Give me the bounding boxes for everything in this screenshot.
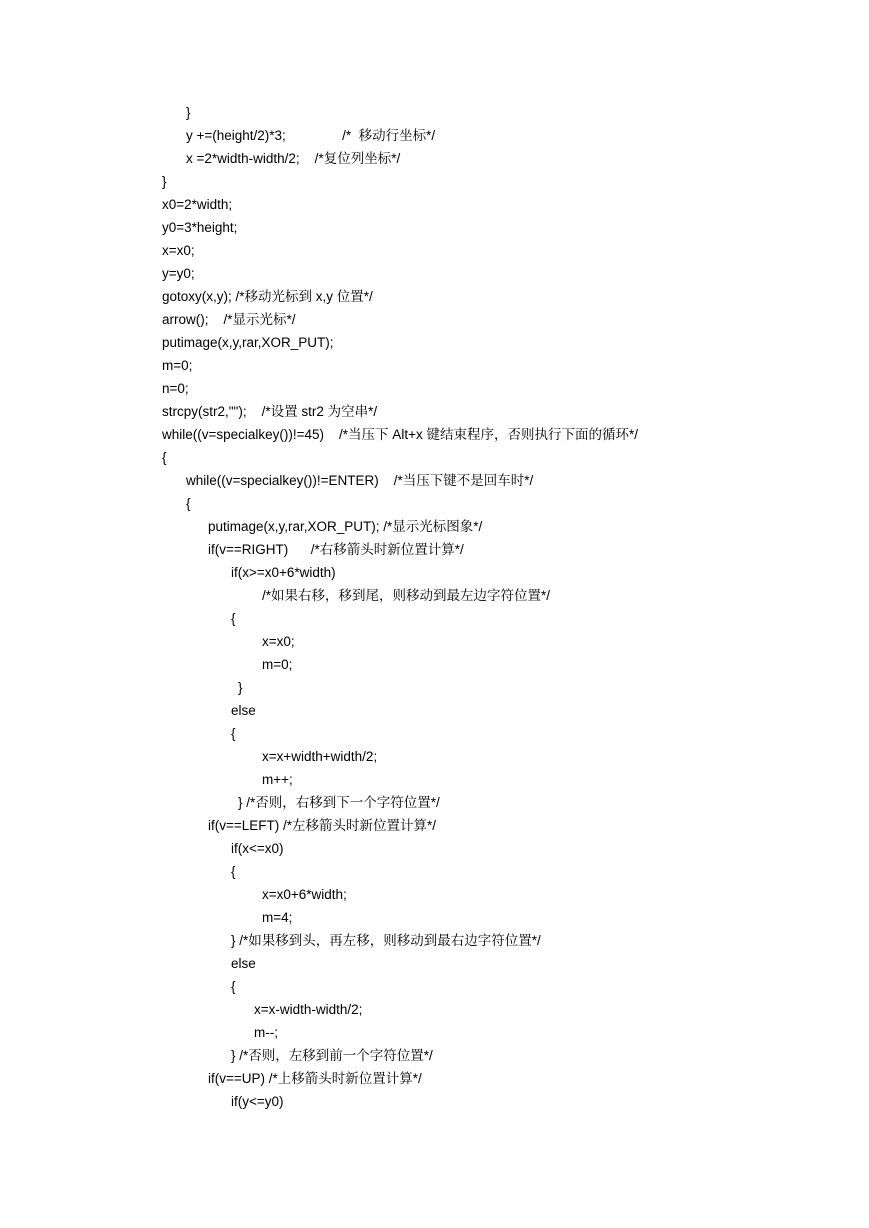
code-line: while((v=specialkey())!=45) /*当压下 Alt+x 键结束程序，否则执行下面的循环*/ — [162, 427, 638, 442]
code-line: x =2*width-width/2; /*复位列坐标*/ — [186, 151, 401, 166]
code-line: y +=(height/2)*3; /* 移动行坐标*/ — [186, 128, 436, 143]
code-line: x=x0+6*width; — [262, 887, 347, 902]
code-line: x0=2*width; — [162, 197, 233, 212]
code-line: { — [186, 496, 191, 511]
code-line: y0=3*height; — [162, 220, 238, 235]
code-line: if(x>=x0+6*width) — [231, 565, 336, 580]
code-line: { — [231, 611, 236, 626]
code-line: { — [231, 726, 236, 741]
code-line: /*如果右移，移到尾，则移动到最左边字符位置*/ — [262, 588, 551, 603]
code-line: if(v==LEFT) /*左移箭头时新位置计算*/ — [208, 818, 437, 833]
code-line: arrow(); /*显示光标*/ — [162, 312, 296, 327]
code-line: if(x<=x0) — [231, 841, 284, 856]
code-line: if(y<=y0) — [231, 1094, 284, 1109]
code-line: n=0; — [162, 381, 189, 396]
code-line: if(v==UP) /*上移箭头时新位置计算*/ — [208, 1071, 422, 1086]
code-line: while((v=specialkey())!=ENTER) /*当压下键不是回车时*/ — [186, 473, 534, 488]
code-line: x=x+width+width/2; — [262, 749, 378, 764]
code-line: { — [231, 979, 236, 994]
code-line: } — [162, 174, 167, 189]
code-line: putimage(x,y,rar,XOR_PUT); — [162, 335, 334, 350]
code-line: } /*如果移到头，再左移，则移动到最右边字符位置*/ — [231, 933, 541, 948]
code-line: } /*否则，右移到下一个字符位置*/ — [238, 795, 440, 810]
code-line: m=0; — [262, 657, 293, 672]
code-line: if(v==RIGHT) /*右移箭头时新位置计算*/ — [208, 542, 464, 557]
code-line: { — [231, 864, 236, 879]
code-line: x=x-width-width/2; — [254, 1002, 363, 1017]
code-line: } — [238, 680, 243, 695]
code-line: { — [162, 450, 167, 465]
code-line: m=0; — [162, 358, 193, 373]
code-line: else — [231, 703, 256, 718]
code-line: x=x0; — [262, 634, 295, 649]
code-line: strcpy(str2,""); /*设置 str2 为空串*/ — [162, 404, 378, 419]
code-line: } /*否则，左移到前一个字符位置*/ — [231, 1048, 433, 1063]
code-line: } — [186, 105, 191, 120]
code-line: m++; — [262, 772, 293, 787]
code-line: putimage(x,y,rar,XOR_PUT); /*显示光标图象*/ — [208, 519, 483, 534]
code-line: m=4; — [262, 910, 293, 925]
code-line: else — [231, 956, 256, 971]
code-line: m--; — [254, 1025, 278, 1040]
code-line: x=x0; — [162, 243, 195, 258]
code-line: gotoxy(x,y); /*移动光标到 x,y 位置*/ — [162, 289, 373, 304]
code-line: y=y0; — [162, 266, 195, 281]
